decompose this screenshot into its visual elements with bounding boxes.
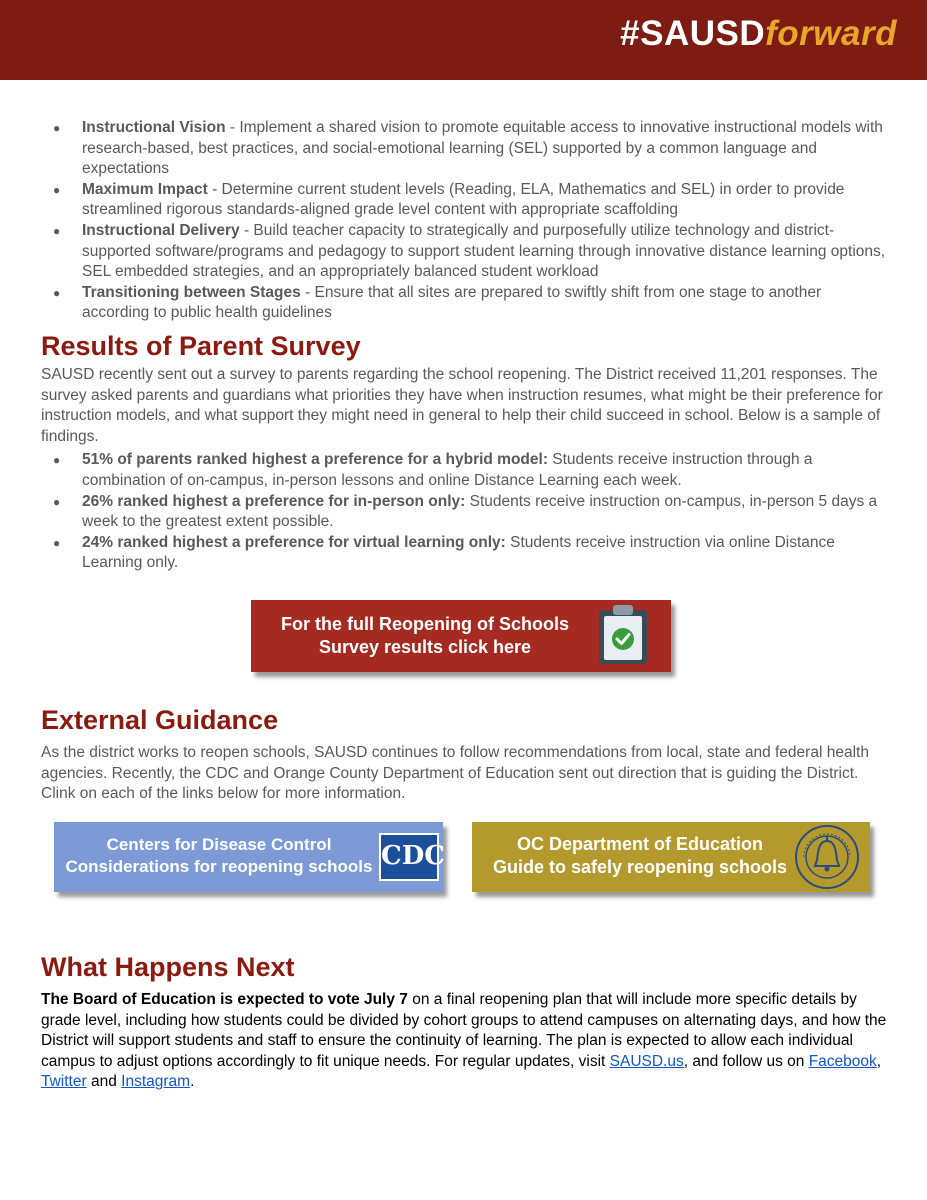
cdc-logo-icon: CDC bbox=[379, 833, 439, 881]
facebook-link[interactable]: Facebook bbox=[808, 1052, 877, 1070]
brand-logo: #SAUSDforward bbox=[620, 14, 897, 53]
list-item: ● 51% of parents ranked highest a preference for a hybrid model: Students receive instruction through a combination of on-campus, in-person lessons and online Distance Learning each week. bbox=[41, 450, 891, 491]
list-item: ● Instructional Delivery - Build teacher capacity to strategically and purposefully utilize technology and district-supported software/programs and pedagogy to support student learning through innovative distance learning options, SEL embedded strategies, and an appropriately balanced student workload bbox=[41, 221, 891, 283]
ocde-button-label: OC Department of Education Guide to safely reopening schools bbox=[492, 834, 788, 877]
header-banner bbox=[0, 0, 927, 80]
list-item: ● 24% ranked highest a preference for virtual learning only: Students receive instruction via online Distance Learning only. bbox=[41, 533, 891, 574]
survey-button-label: For the full Reopening of Schools Survey results click here bbox=[281, 614, 569, 657]
cdc-button-label: Centers for Disease Control Considerations for reopening schools bbox=[65, 835, 373, 876]
twitter-link[interactable]: Twitter bbox=[41, 1073, 87, 1091]
next-heading: What Happens Next bbox=[41, 952, 295, 982]
list-item: ● Instructional Vision - Implement a shared vision to promote equitable access to innovative instructional models with research-based, best practices, and social-emotional learning (SEL) supported by a common language and expectations bbox=[41, 118, 891, 180]
list-item: ● Transitioning between Stages - Ensure that all sites are prepared to swiftly shift from one stage to another according to public health guidelines bbox=[41, 283, 891, 324]
ocde-seal-icon bbox=[794, 824, 860, 890]
findings-list bbox=[41, 450, 891, 574]
survey-intro: SAUSD recently sent out a survey to parents regarding the school reopening. The District received 11,201 responses. The survey asked parents and guardians what priorities they have when instruction resumes, what might be their preference for instruction models, and what support they might need in general to help their child succeed in school. Below is a sample of findings. bbox=[41, 365, 883, 445]
page-content bbox=[41, 118, 891, 574]
ocde-guidance-button[interactable] bbox=[472, 822, 870, 892]
next-paragraph: The Board of Education is expected to vote July 7 on a final reopening plan that will include more specific details by grade level, including how students could be divided by cohort groups to attend campuses on alternating days, and how the District will support students and staff to ensure the continuity of learning. The plan is expected to allow each individual campus to adjust options accordingly to fit unique needs. For regular updates, visit SAUSD.us, and follow us on Facebook, Twitter and Instagram. bbox=[41, 991, 887, 1091]
guidance-text: As the district works to reopen schools, SAUSD continues to follow recommendations from local, state and federal health agencies. Recently, the CDC and Orange County Department of Education sent out direction that is guiding the District. Clink on each of the links below for more information. bbox=[41, 744, 869, 803]
survey-results-button[interactable] bbox=[251, 600, 671, 672]
guidance-heading: External Guidance bbox=[41, 705, 279, 735]
survey-heading: Results of Parent Survey bbox=[41, 330, 361, 361]
list-item: ● Maximum Impact - Determine current student levels (Reading, ELA, Mathematics and SEL) in order to provide streamlined rigorous standards-aligned grade level content with appropriate scaffolding bbox=[41, 180, 891, 221]
clipboard-check-icon bbox=[597, 604, 649, 666]
sausd-link[interactable]: SAUSD.us bbox=[609, 1052, 684, 1070]
priorities-list bbox=[41, 118, 891, 324]
cdc-guidance-button[interactable] bbox=[54, 822, 443, 892]
instagram-link[interactable]: Instagram bbox=[121, 1073, 191, 1091]
list-item: ● 26% ranked highest a preference for in-person only: Students receive instruction on-campus, in-person 5 days a week to the greatest extent possible. bbox=[41, 492, 891, 533]
